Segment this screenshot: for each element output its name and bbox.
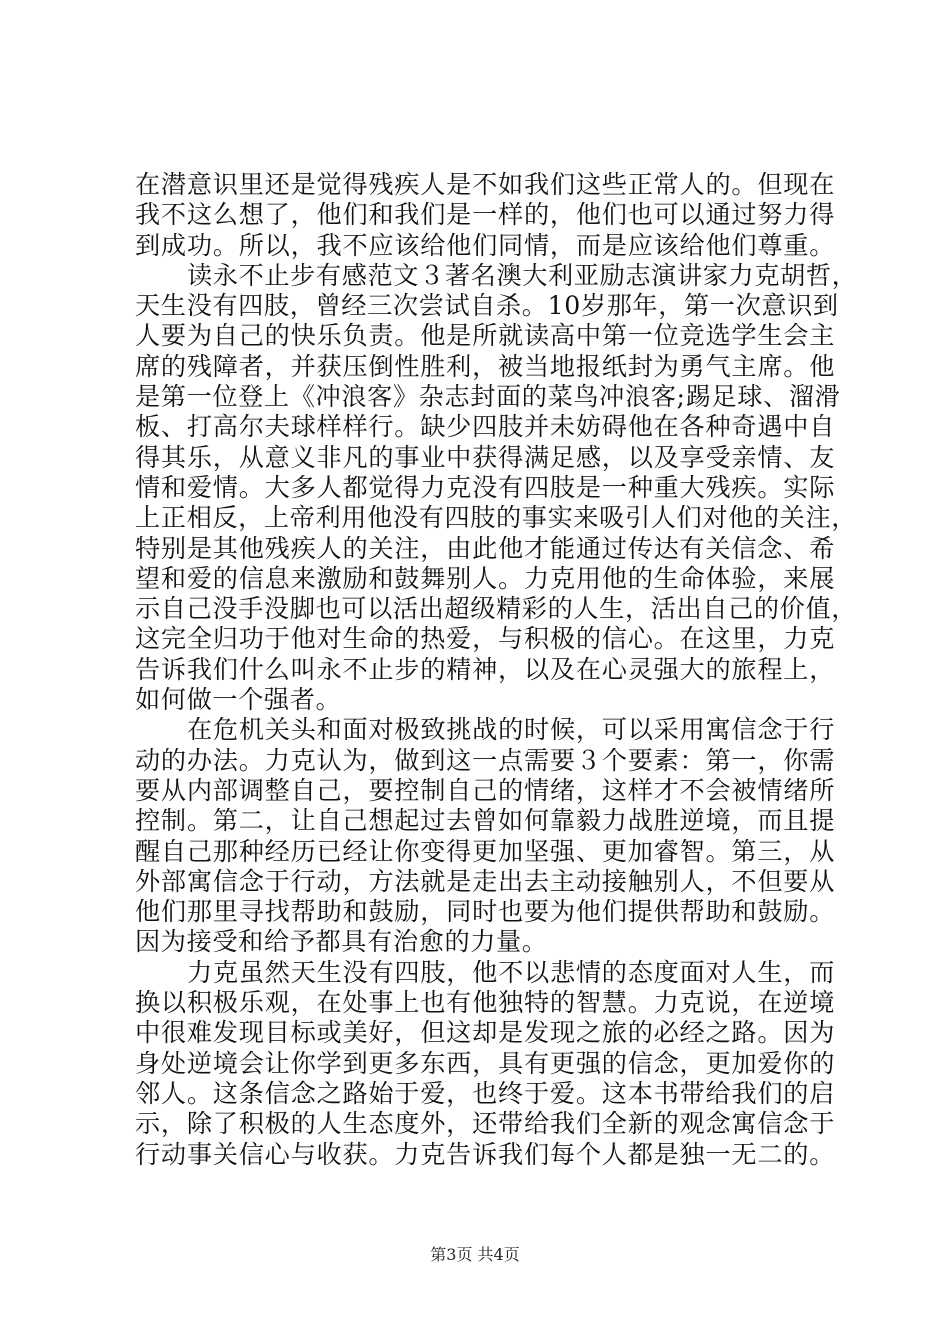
text-line: 示，除了积极的人生态度外，还带给我们全新的观念寓信念于 xyxy=(135,1109,835,1139)
text-line: 身处逆境会让你学到更多东西，具有更强的信念，更加爱你的 xyxy=(135,1048,835,1078)
text-line: 得其乐，从意义非凡的事业中获得满足感，以及享受亲情、友 xyxy=(135,442,835,472)
text-line: 中很难发现目标或美好，但这却是发现之旅的必经之路。因为 xyxy=(135,1018,835,1048)
text-line: 如何做一个强者。 xyxy=(135,685,342,715)
text-line: 特别是其他残疾人的关注，由此他才能通过传达有关信念、希 xyxy=(135,533,835,563)
text-line: 席的残障者，并获压倒性胜利，被当地报纸封为勇气主席。他 xyxy=(135,351,835,381)
text-line: 邻人。这条信念之路始于爱，也终于爱。这本书带给我们的启 xyxy=(135,1078,835,1108)
text-line: 外部寓信念于行动，方法就是走出去主动接触别人，不但要从 xyxy=(135,866,835,896)
text-line: 我不这么想了，他们和我们是一样的，他们也可以通过努力得 xyxy=(135,200,835,230)
text-line: 在潜意识里还是觉得残疾人是不如我们这些正常人的。但现在 xyxy=(135,170,835,199)
body-text xyxy=(135,170,858,1170)
text-line: 望和爱的信息来激励和鼓舞别人。力克用他的生命体验，来展 xyxy=(135,563,835,593)
text-line: 人要为自己的快乐负责。他是所就读高中第一位竞选学生会主 xyxy=(135,321,835,351)
text-line: 这完全归功于他对生命的热爱，与积极的信心。在这里，力克 xyxy=(135,624,835,654)
page-number-footer: 第3页 共4页 xyxy=(430,1245,520,1264)
text-line: 情和爱情。大多人都觉得力克没有四肢是一种重大残疾。实际 xyxy=(135,472,835,502)
text-line: 动的办法。力克认为，做到这一点需要３个要素：第一，你需 xyxy=(135,745,835,775)
text-line: 上正相反，上帝利用他没有四肢的事实来吸引人们对他的关注， xyxy=(135,503,858,533)
text-line: 板、打高尔夫球样样行。缺少四肢并未妨碍他在各种奇遇中自 xyxy=(135,412,835,442)
text-line: 他们那里寻找帮助和鼓励，同时也要为他们提供帮助和鼓励。 xyxy=(135,897,835,927)
text-line: 是第一位登上《冲浪客》杂志封面的菜鸟冲浪客;踢足球、溜滑 xyxy=(135,382,841,412)
text-line: 力克虽然天生没有四肢，他不以悲情的态度面对人生，而 xyxy=(187,957,835,987)
text-line: 在危机关头和面对极致挑战的时候，可以采用寓信念于行 xyxy=(187,715,835,745)
text-line: 告诉我们什么叫永不止步的精神，以及在心灵强大的旅程上， xyxy=(135,654,835,684)
text-line: 示自己没手没脚也可以活出超级精彩的人生，活出自己的价值， xyxy=(135,594,858,624)
text-line: 换以积极乐观，在处事上也有他独特的智慧。力克说，在逆境 xyxy=(135,988,835,1018)
text-line: 因为接受和给予都具有治愈的力量。 xyxy=(135,927,548,957)
text-line: 行动事关信心与收获。力克告诉我们每个人都是独一无二的。 xyxy=(135,1139,835,1169)
text-line: 醒自己那种经历已经让你变得更加坚强、更加睿智。第三，从 xyxy=(135,836,835,866)
text-line: 控制。第二，让自己想起过去曾如何靠毅力战胜逆境，而且提 xyxy=(135,806,835,836)
text-line: 读永不止步有感范文３著名澳大利亚励志演讲家力克胡哲， xyxy=(187,260,858,290)
text-line: 到成功。所以，我不应该给他们同情，而是应该给他们尊重。 xyxy=(135,230,835,260)
text-line: 要从内部调整自己，要控制自己的情绪，这样才不会被情绪所 xyxy=(135,775,835,805)
text-line: 天生没有四肢，曾经三次尝试自杀。10岁那年，第一次意识到 xyxy=(135,291,839,321)
